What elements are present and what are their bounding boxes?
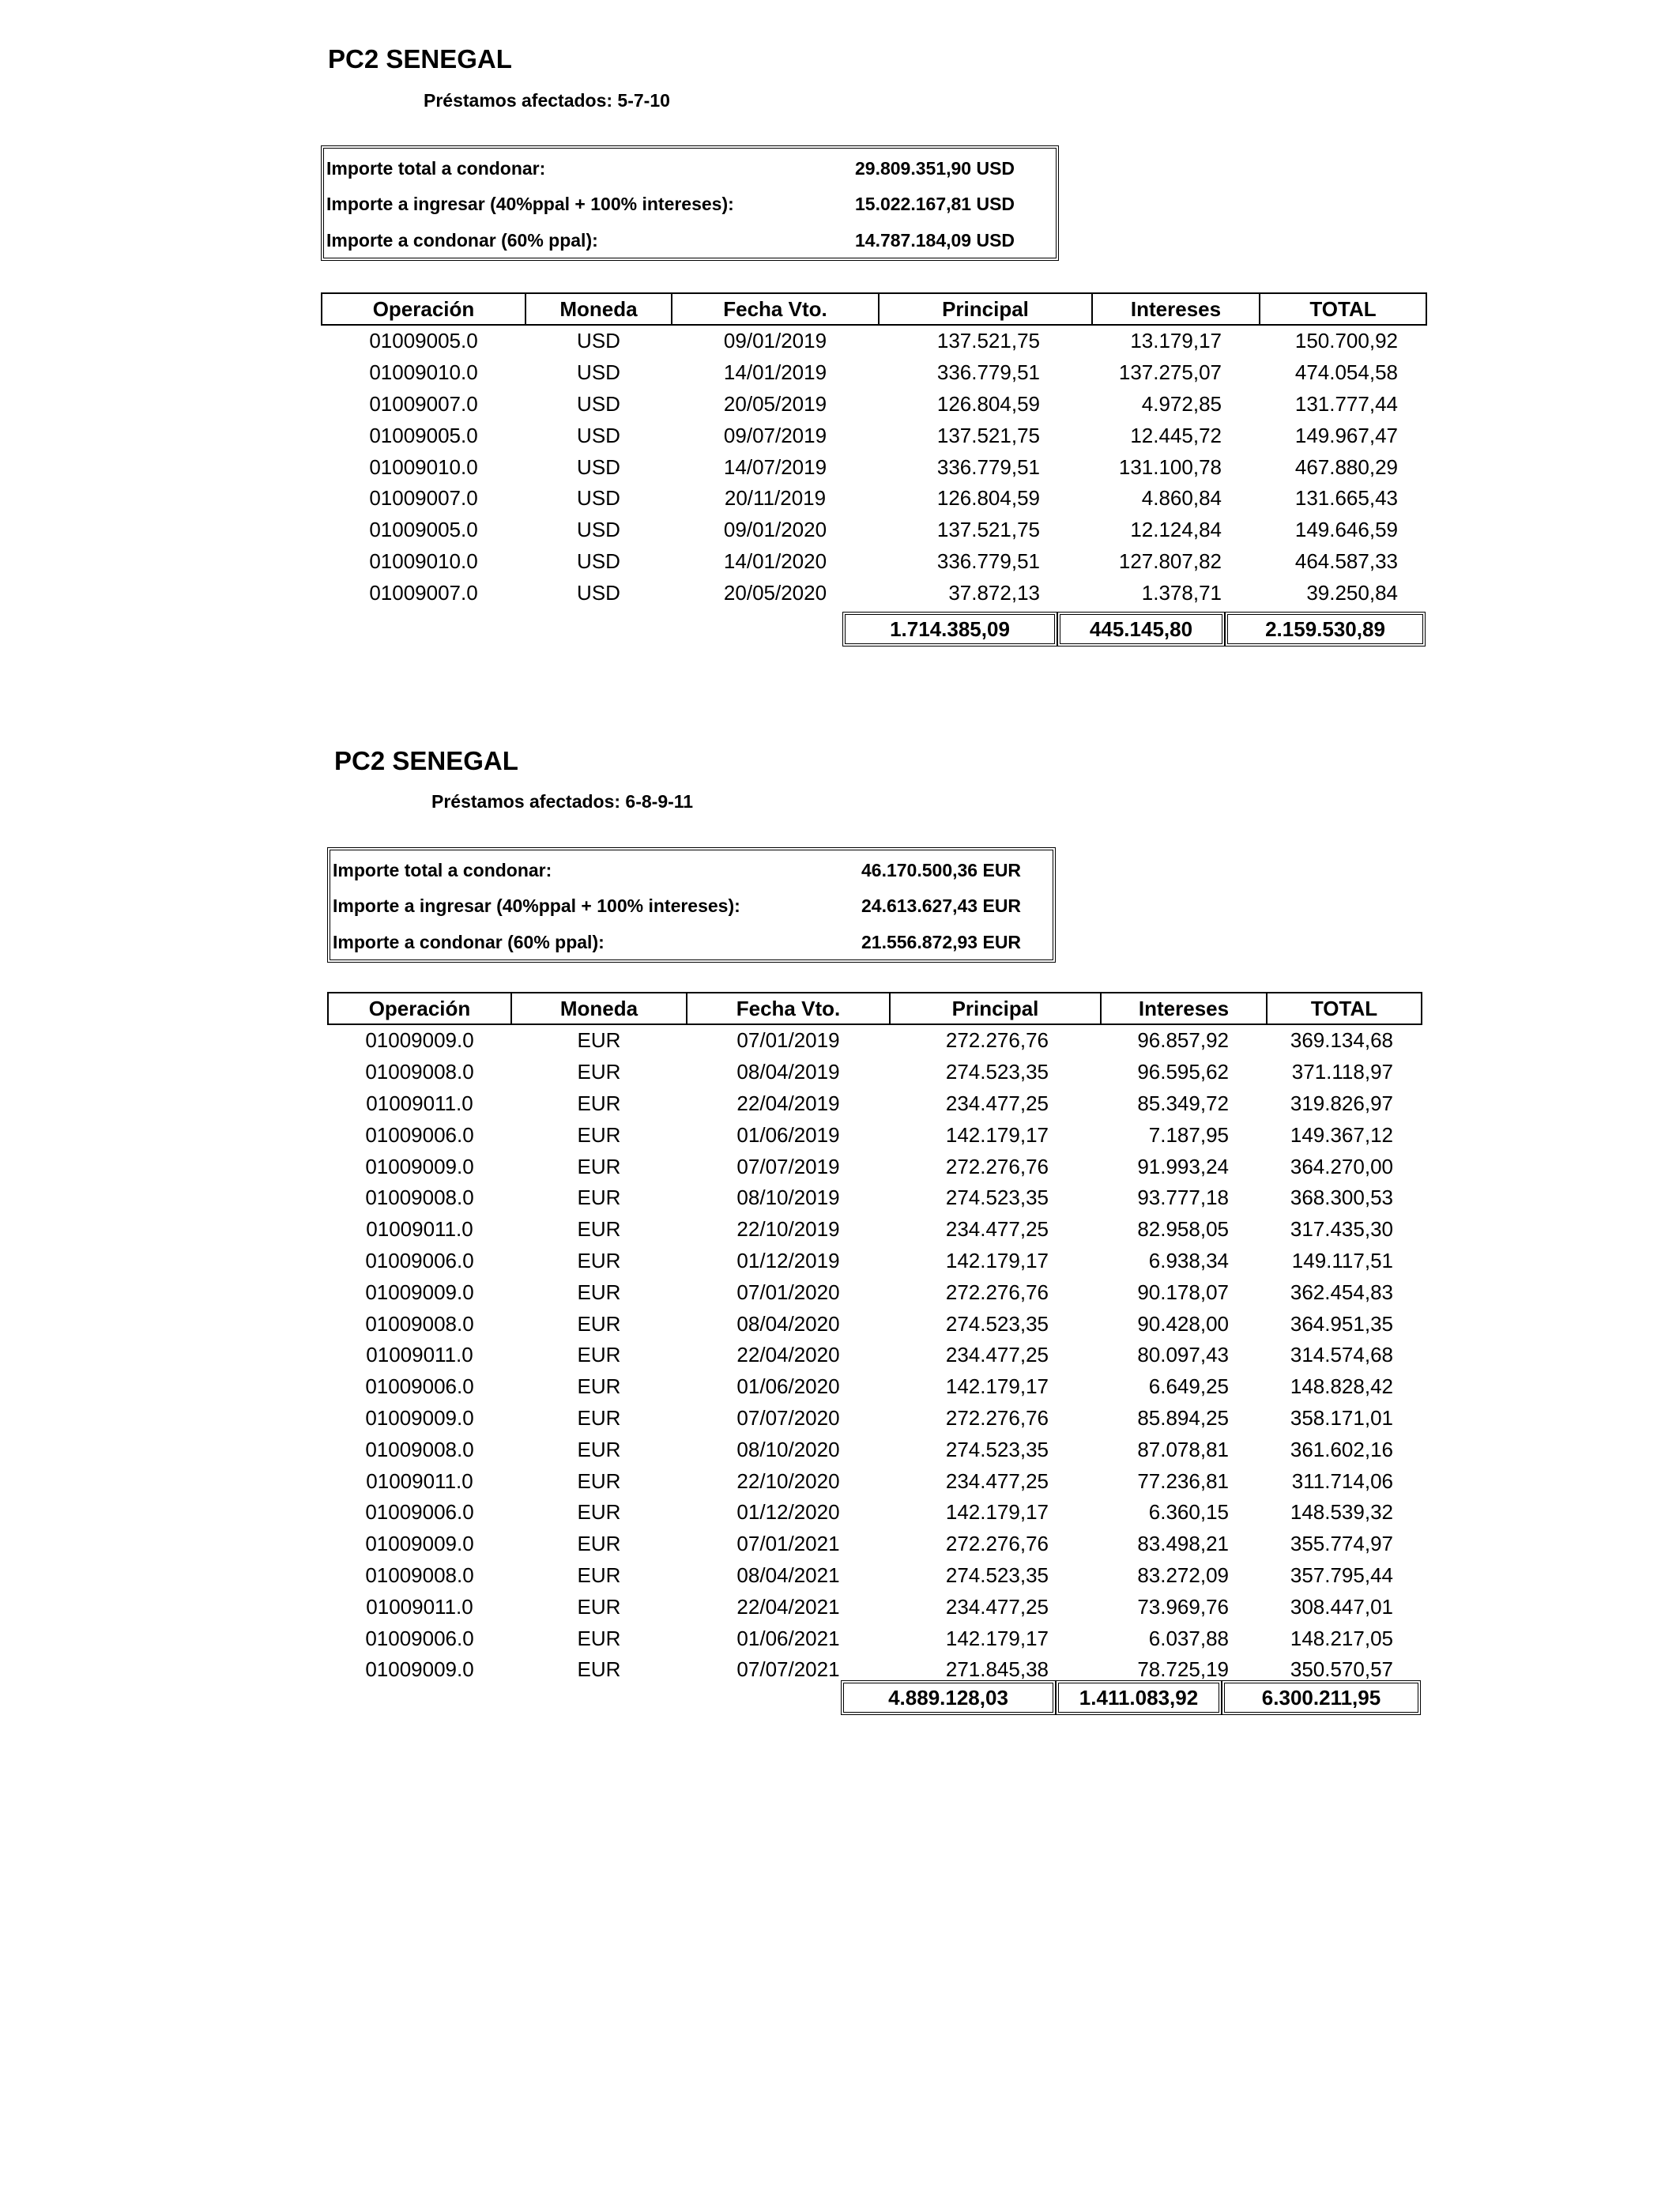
moneda-cell: EUR <box>577 1626 621 1650</box>
table-row <box>322 357 1426 389</box>
operacion-cell: 01009008.0 <box>365 1563 474 1587</box>
intereses-cell: 137.275,07 <box>1118 360 1222 385</box>
moneda-cell: EUR <box>577 1343 621 1367</box>
section-subtitle: Préstamos afectados: 5-7-10 <box>424 90 670 111</box>
table-row <box>328 1214 1422 1246</box>
operacion-cell: 01009010.0 <box>369 360 478 385</box>
total-cell: 149.967,47 <box>1294 423 1398 447</box>
fecha-cell: 07/01/2020 <box>736 1280 840 1304</box>
fecha-cell: 22/04/2020 <box>736 1343 840 1367</box>
principal-cell: 142.179,17 <box>945 1122 1049 1147</box>
operacion-cell: 01009011.0 <box>366 1343 473 1367</box>
operacion-cell: 01009011.0 <box>366 1468 473 1493</box>
moneda-cell: USD <box>577 329 620 353</box>
principal-cell: 37.872,13 <box>948 580 1040 605</box>
principal-cell: 272.276,76 <box>945 1154 1049 1178</box>
total-intereses: 445.145,80 <box>1057 612 1225 647</box>
principal-cell: 234.477,25 <box>945 1091 1049 1115</box>
moneda-cell: EUR <box>577 1217 621 1242</box>
operations-table <box>327 992 1422 1686</box>
summary-row <box>330 925 1053 962</box>
intereses-cell: 85.349,72 <box>1137 1091 1229 1115</box>
operacion-cell: 01009009.0 <box>365 1657 474 1682</box>
principal-cell: 272.276,76 <box>945 1280 1049 1304</box>
column-header: Operación <box>322 293 525 325</box>
moneda-cell: USD <box>577 454 620 479</box>
operacion-cell: 01009008.0 <box>365 1060 474 1084</box>
fecha-cell: 08/04/2021 <box>736 1563 840 1587</box>
fecha-cell: 09/07/2019 <box>723 423 827 447</box>
fecha-cell: 20/05/2019 <box>723 391 827 416</box>
table-row <box>328 1623 1422 1654</box>
total-cell: 355.774,97 <box>1290 1532 1393 1556</box>
total-cell: 317.435,30 <box>1290 1217 1393 1242</box>
principal-cell: 234.477,25 <box>945 1343 1049 1367</box>
section-subtitle: Préstamos afectados: 6-8-9-11 <box>431 791 694 812</box>
total-cell: 149.117,51 <box>1291 1248 1393 1272</box>
fecha-cell: 22/04/2021 <box>736 1594 840 1619</box>
operacion-cell: 01009011.0 <box>366 1217 473 1242</box>
summary-label: Importe total a condonar: <box>326 158 546 179</box>
column-header: Moneda <box>525 293 672 325</box>
principal-cell: 234.477,25 <box>945 1468 1049 1493</box>
table-body <box>322 325 1426 609</box>
intereses-cell: 77.236,81 <box>1137 1468 1229 1493</box>
moneda-cell: EUR <box>577 1091 621 1115</box>
total-principal: 1.714.385,09 <box>842 612 1057 647</box>
fecha-cell: 01/06/2020 <box>736 1374 840 1399</box>
operacion-cell: 01009011.0 <box>366 1594 473 1619</box>
intereses-cell: 6.037,88 <box>1148 1626 1229 1650</box>
moneda-cell: EUR <box>577 1657 621 1682</box>
operacion-cell: 01009008.0 <box>365 1437 474 1461</box>
intereses-cell: 131.100,78 <box>1118 454 1222 479</box>
table-row <box>322 325 1426 357</box>
operacion-cell: 01009006.0 <box>365 1500 474 1525</box>
fecha-cell: 08/10/2020 <box>736 1437 840 1461</box>
summary-value: 29.809.351,90 USD <box>855 158 1015 179</box>
moneda-cell: EUR <box>577 1374 621 1399</box>
summary-value: 21.556.872,93 EUR <box>861 932 1022 952</box>
intereses-cell: 12.445,72 <box>1130 423 1222 447</box>
total-cell: 148.828,42 <box>1290 1374 1393 1399</box>
summary-row <box>330 854 1053 890</box>
summary-box <box>327 847 1056 963</box>
moneda-cell: EUR <box>577 1060 621 1084</box>
total-cell: 149.367,12 <box>1290 1122 1393 1147</box>
total-cell: 131.777,44 <box>1294 391 1398 416</box>
table-row <box>328 1371 1422 1403</box>
table-row <box>328 1276 1422 1308</box>
intereses-cell: 91.993,24 <box>1137 1154 1229 1178</box>
table-row <box>328 1340 1422 1371</box>
column-header: Fecha Vto. <box>687 993 890 1024</box>
fecha-cell: 07/07/2020 <box>736 1405 840 1430</box>
total-cell: 361.602,16 <box>1290 1437 1393 1461</box>
moneda-cell: USD <box>577 360 620 385</box>
table-row <box>328 1057 1422 1088</box>
table-row <box>328 1308 1422 1340</box>
operacion-cell: 01009009.0 <box>365 1405 474 1430</box>
total-cell: 464.587,33 <box>1294 548 1398 573</box>
table-row <box>328 1529 1422 1560</box>
column-header: Principal <box>879 293 1092 325</box>
total-cell: 148.217,05 <box>1290 1626 1393 1650</box>
fecha-cell: 01/12/2019 <box>736 1248 840 1272</box>
principal-cell: 274.523,35 <box>945 1186 1049 1210</box>
intereses-cell: 4.972,85 <box>1141 391 1222 416</box>
operacion-cell: 01009005.0 <box>369 329 478 353</box>
intereses-cell: 6.360,15 <box>1148 1500 1229 1525</box>
fecha-cell: 09/01/2019 <box>723 329 827 353</box>
moneda-cell: EUR <box>577 1248 621 1272</box>
table-row <box>328 1434 1422 1465</box>
total-cell: 364.270,00 <box>1290 1154 1393 1178</box>
column-header: TOTAL <box>1260 293 1426 325</box>
principal-cell: 271.845,38 <box>945 1657 1049 1682</box>
table-header-row <box>328 993 1422 1024</box>
intereses-cell: 90.178,07 <box>1137 1280 1229 1304</box>
fecha-cell: 14/01/2019 <box>723 360 827 385</box>
moneda-cell: USD <box>577 391 620 416</box>
moneda-cell: EUR <box>577 1437 621 1461</box>
summary-box <box>321 145 1059 261</box>
operacion-cell: 01009006.0 <box>365 1626 474 1650</box>
summary-row <box>330 889 1053 925</box>
principal-cell: 234.477,25 <box>945 1594 1049 1619</box>
summary-label: Importe a ingresar (40%ppal + 100% intereses): <box>333 895 740 916</box>
operacion-cell: 01009008.0 <box>365 1311 474 1336</box>
operacion-cell: 01009009.0 <box>365 1532 474 1556</box>
table-row <box>328 1151 1422 1182</box>
intereses-cell: 78.725,19 <box>1137 1657 1229 1682</box>
fecha-cell: 07/07/2021 <box>736 1657 840 1682</box>
principal-cell: 142.179,17 <box>945 1248 1049 1272</box>
total-cell: 311.714,06 <box>1291 1468 1393 1493</box>
table-row <box>322 483 1426 515</box>
totals-row <box>0 612 1680 647</box>
table-row <box>328 1246 1422 1277</box>
operacion-cell: 01009006.0 <box>365 1122 474 1147</box>
total-cell: 39.250,84 <box>1306 580 1398 605</box>
intereses-cell: 96.857,92 <box>1137 1028 1229 1053</box>
principal-cell: 142.179,17 <box>945 1500 1049 1525</box>
fecha-cell: 01/06/2019 <box>736 1122 840 1147</box>
intereses-cell: 12.124,84 <box>1130 518 1222 542</box>
principal-cell: 137.521,75 <box>936 329 1040 353</box>
intereses-cell: 93.777,18 <box>1137 1186 1229 1210</box>
total-principal: 4.889.128,03 <box>841 1680 1056 1715</box>
table-row <box>328 1403 1422 1434</box>
moneda-cell: EUR <box>577 1532 621 1556</box>
total-cell: 357.795,44 <box>1290 1563 1393 1587</box>
principal-cell: 142.179,17 <box>945 1626 1049 1650</box>
section-title: PC2 SENEGAL <box>334 746 518 775</box>
fecha-cell: 08/04/2019 <box>736 1060 840 1084</box>
moneda-cell: EUR <box>577 1405 621 1430</box>
total-cell: 308.447,01 <box>1290 1594 1393 1619</box>
total-cell: 131.665,43 <box>1294 486 1398 511</box>
principal-cell: 137.521,75 <box>936 518 1040 542</box>
principal-cell: 126.804,59 <box>936 391 1040 416</box>
principal-cell: 137.521,75 <box>936 423 1040 447</box>
moneda-cell: EUR <box>577 1186 621 1210</box>
operacion-cell: 01009005.0 <box>369 423 478 447</box>
moneda-cell: USD <box>577 518 620 542</box>
principal-cell: 142.179,17 <box>945 1374 1049 1399</box>
column-header: Fecha Vto. <box>672 293 879 325</box>
intereses-cell: 6.649,25 <box>1148 1374 1229 1399</box>
total-total: 2.159.530,89 <box>1225 612 1426 647</box>
intereses-cell: 13.179,17 <box>1130 329 1222 353</box>
intereses-cell: 83.272,09 <box>1137 1563 1229 1587</box>
summary-value: 24.613.627,43 EUR <box>861 895 1022 916</box>
summary-row <box>324 187 1056 224</box>
summary-label: Importe a condonar (60% ppal): <box>333 932 605 952</box>
fecha-cell: 20/11/2019 <box>724 486 827 511</box>
table-row <box>328 1497 1422 1529</box>
total-cell: 474.054,58 <box>1294 360 1398 385</box>
table-row <box>328 1591 1422 1623</box>
fecha-cell: 07/01/2021 <box>736 1532 840 1556</box>
operacion-cell: 01009009.0 <box>365 1280 474 1304</box>
fecha-cell: 14/07/2019 <box>723 454 827 479</box>
intereses-cell: 87.078,81 <box>1137 1437 1229 1461</box>
intereses-cell: 83.498,21 <box>1137 1532 1229 1556</box>
summary-label: Importe a ingresar (40%ppal + 100% intereses): <box>326 194 734 214</box>
column-header: Intereses <box>1101 993 1267 1024</box>
operations-table <box>321 292 1427 609</box>
summary-row <box>324 224 1056 260</box>
moneda-cell: EUR <box>577 1154 621 1178</box>
intereses-cell: 7.187,95 <box>1148 1122 1229 1147</box>
operacion-cell: 01009011.0 <box>366 1091 473 1115</box>
fecha-cell: 14/01/2020 <box>723 548 827 573</box>
table-row <box>322 420 1426 451</box>
moneda-cell: USD <box>577 548 620 573</box>
fecha-cell: 07/07/2019 <box>736 1154 840 1178</box>
operacion-cell: 01009009.0 <box>365 1154 474 1178</box>
moneda-cell: EUR <box>577 1311 621 1336</box>
table-row <box>328 1465 1422 1497</box>
summary-value: 14.787.184,09 USD <box>855 230 1015 251</box>
summary-value: 15.022.167,81 USD <box>855 194 1015 214</box>
principal-cell: 336.779,51 <box>936 360 1040 385</box>
fecha-cell: 01/06/2021 <box>736 1626 840 1650</box>
moneda-cell: USD <box>577 423 620 447</box>
total-total: 6.300.211,95 <box>1222 1680 1421 1715</box>
column-header: TOTAL <box>1267 993 1422 1024</box>
total-cell: 362.454,83 <box>1290 1280 1393 1304</box>
moneda-cell: EUR <box>577 1122 621 1147</box>
intereses-cell: 80.097,43 <box>1137 1343 1229 1367</box>
total-cell: 148.539,32 <box>1290 1500 1393 1525</box>
operacion-cell: 01009008.0 <box>365 1186 474 1210</box>
totals-row <box>0 1680 1680 1715</box>
operacion-cell: 01009010.0 <box>369 548 478 573</box>
intereses-cell: 1.378,71 <box>1141 580 1222 605</box>
moneda-cell: EUR <box>577 1500 621 1525</box>
table-row <box>322 451 1426 483</box>
fecha-cell: 07/01/2019 <box>736 1028 840 1053</box>
column-header: Operación <box>328 993 511 1024</box>
moneda-cell: EUR <box>577 1028 621 1053</box>
table-row <box>328 1088 1422 1120</box>
operacion-cell: 01009005.0 <box>369 518 478 542</box>
moneda-cell: EUR <box>577 1468 621 1493</box>
table-row <box>322 515 1426 546</box>
moneda-cell: EUR <box>577 1563 621 1587</box>
principal-cell: 274.523,35 <box>945 1060 1049 1084</box>
principal-cell: 336.779,51 <box>936 548 1040 573</box>
intereses-cell: 82.958,05 <box>1137 1217 1229 1242</box>
principal-cell: 272.276,76 <box>945 1028 1049 1053</box>
intereses-cell: 127.807,82 <box>1118 548 1222 573</box>
section-title: PC2 SENEGAL <box>328 44 512 74</box>
table-row <box>322 389 1426 420</box>
table-row <box>328 1119 1422 1151</box>
fecha-cell: 22/10/2019 <box>736 1217 840 1242</box>
fecha-cell: 22/04/2019 <box>736 1091 840 1115</box>
summary-value: 46.170.500,36 EUR <box>861 860 1022 880</box>
table-body <box>328 1024 1422 1686</box>
moneda-cell: USD <box>577 486 620 511</box>
intereses-cell: 90.428,00 <box>1137 1311 1229 1336</box>
table-row <box>322 577 1426 609</box>
total-cell: 150.700,92 <box>1294 329 1398 353</box>
operacion-cell: 01009007.0 <box>369 580 478 605</box>
column-header: Moneda <box>511 993 687 1024</box>
table-row <box>322 546 1426 578</box>
total-cell: 319.826,97 <box>1290 1091 1393 1115</box>
intereses-cell: 4.860,84 <box>1141 486 1222 511</box>
total-cell: 369.134,68 <box>1290 1028 1393 1053</box>
operacion-cell: 01009010.0 <box>369 454 478 479</box>
operacion-cell: 01009009.0 <box>365 1028 474 1053</box>
table-row <box>328 1182 1422 1214</box>
operacion-cell: 01009007.0 <box>369 391 478 416</box>
total-cell: 358.171,01 <box>1290 1405 1393 1430</box>
intereses-cell: 96.595,62 <box>1137 1060 1229 1084</box>
fecha-cell: 20/05/2020 <box>723 580 827 605</box>
summary-label: Importe a condonar (60% ppal): <box>326 230 598 251</box>
operacion-cell: 01009007.0 <box>369 486 478 511</box>
principal-cell: 272.276,76 <box>945 1405 1049 1430</box>
principal-cell: 336.779,51 <box>936 454 1040 479</box>
table-row <box>328 1560 1422 1592</box>
intereses-cell: 6.938,34 <box>1148 1248 1229 1272</box>
summary-row <box>324 152 1056 188</box>
moneda-cell: EUR <box>577 1280 621 1304</box>
total-intereses: 1.411.083,92 <box>1056 1680 1222 1715</box>
moneda-cell: EUR <box>577 1594 621 1619</box>
operacion-cell: 01009006.0 <box>365 1248 474 1272</box>
fecha-cell: 08/04/2020 <box>736 1311 840 1336</box>
total-cell: 350.570,57 <box>1290 1657 1393 1682</box>
principal-cell: 274.523,35 <box>945 1311 1049 1336</box>
principal-cell: 272.276,76 <box>945 1532 1049 1556</box>
principal-cell: 126.804,59 <box>936 486 1040 511</box>
intereses-cell: 85.894,25 <box>1137 1405 1229 1430</box>
operacion-cell: 01009006.0 <box>365 1374 474 1399</box>
total-cell: 364.951,35 <box>1290 1311 1393 1336</box>
summary-label: Importe total a condonar: <box>333 860 552 880</box>
total-cell: 314.574,68 <box>1290 1343 1393 1367</box>
principal-cell: 274.523,35 <box>945 1563 1049 1587</box>
column-header: Intereses <box>1092 293 1260 325</box>
table-row <box>328 1024 1422 1057</box>
fecha-cell: 09/01/2020 <box>723 518 827 542</box>
total-cell: 368.300,53 <box>1290 1186 1393 1210</box>
moneda-cell: USD <box>577 580 620 605</box>
fecha-cell: 01/12/2020 <box>736 1500 840 1525</box>
fecha-cell: 22/10/2020 <box>736 1468 840 1493</box>
total-cell: 371.118,97 <box>1291 1060 1393 1084</box>
total-cell: 467.880,29 <box>1294 454 1398 479</box>
column-header: Principal <box>890 993 1101 1024</box>
fecha-cell: 08/10/2019 <box>736 1186 840 1210</box>
total-cell: 149.646,59 <box>1294 518 1398 542</box>
table-header-row <box>322 293 1426 325</box>
intereses-cell: 73.969,76 <box>1137 1594 1229 1619</box>
principal-cell: 274.523,35 <box>945 1437 1049 1461</box>
principal-cell: 234.477,25 <box>945 1217 1049 1242</box>
